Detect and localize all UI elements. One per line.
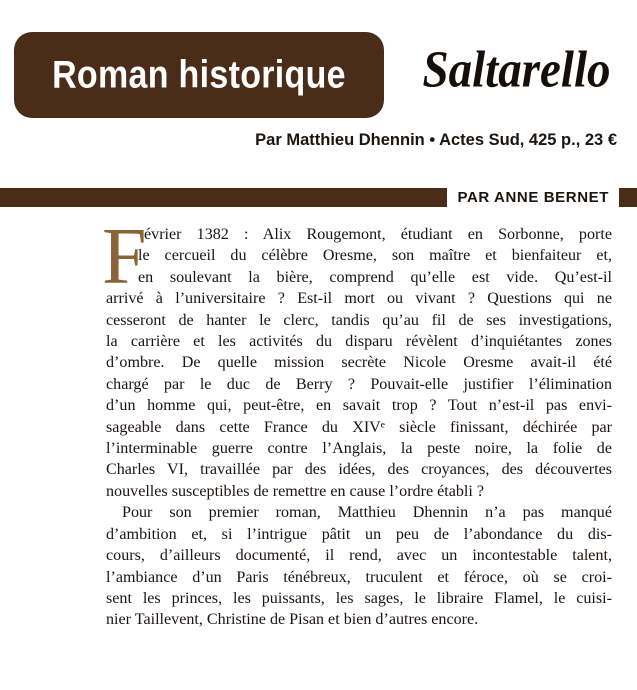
category-tag (14, 32, 384, 118)
text-line: évrier 1382 : Alix Rougemont, étudiant en Sorbonne, porte (144, 226, 612, 243)
text-line: cours, d’ailleurs documenté, il rend, avec un incontestable talent, (106, 547, 612, 565)
article-body (72, 213, 612, 631)
text-line: d’un homme qui, peut-être, en savait trop ? Tout n’est-il pas envi- (106, 397, 612, 415)
text-line: sent les princes, les puissants, les sages, le libraire Flamel, le cuisi- (106, 589, 612, 607)
text-line: arrivé à l’universitaire ? Est-il mort ou vivant ? Questions qui ne (106, 290, 612, 308)
text-line: nouvelles susceptibles de remettre en cause l’ordre établi ? (106, 482, 485, 500)
text-line: chargé par le duc de Berry ? Pouvait-elle justifier l’élimination (106, 375, 612, 393)
book-title: Saltarello (422, 41, 611, 99)
text-line: d’ombre. De quelle mission secrète Nicole Oresme avait-il été (106, 354, 612, 372)
text-line: l’ambiance d’un Paris ténébreux, truculent et féroce, où se croi- (106, 568, 612, 586)
text-line: Charles VI, travaillée par des idées, des croyances, des découvertes (106, 461, 612, 479)
book-byline: Par Matthieu Dhennin • Actes Sud, 425 p., 23 € (255, 131, 617, 149)
text-line: sageable dans cette France du XIVᵉ siècle finissant, déchirée par (106, 418, 612, 436)
text-line: l’interminable guerre contre l’Anglais, la peste noire, la folie de (106, 440, 612, 458)
text-line: nier Taillevent, Christine de Pisan et bien d’autres encore. (106, 611, 479, 629)
text-line: Pour son premier roman, Matthieu Dhennin n’a pas manqué (122, 504, 612, 522)
text-line: en soulevant la bière, comprend qu’elle est vide. Qu’est-il (138, 268, 612, 286)
drop-cap: F (102, 213, 147, 301)
review-author: PAR ANNE BERNET (447, 188, 619, 207)
category-label: Roman historique (52, 52, 346, 97)
text-line: d’ambition et, si l’intrigue pâtit un peu de l’abondance du dis- (106, 525, 612, 543)
text-line: la carrière et les activités du disparu révèlent d’inquiétantes zones (106, 333, 612, 351)
text-line: le cercueil du célèbre Oresme, son maître et bienfaiteur et, (138, 247, 612, 265)
text-line: cesseront de hanter le clerc, tandis qu’au fil de ses investigations, (106, 311, 612, 329)
